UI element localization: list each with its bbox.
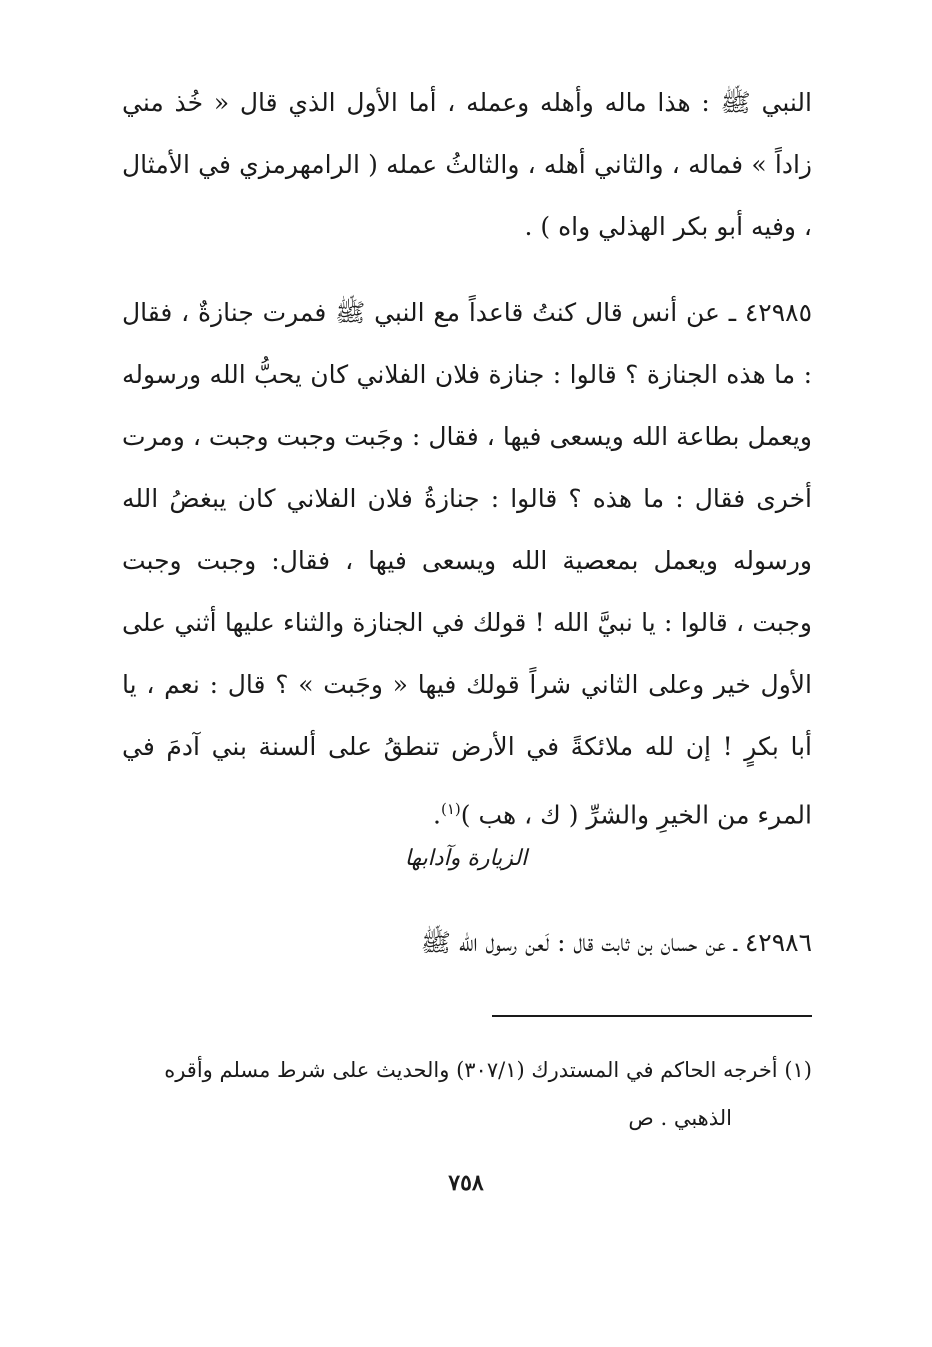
footnote-line-1: (١) أخرجه الحاكم في المستدرك (٣٠٧/١) والحديث على شرط مسلم وأقره bbox=[164, 1058, 812, 1082]
footnote-line-2: الذهبي . ص bbox=[628, 1106, 732, 1130]
paragraph-text: ٤٢٩٨٥ ـ عن أنس قال كنتُ قاعداً مع النبي ﷺ فمرت جنازةٌ ، فقال : ما هذه الجنازة ؟ قالوا : جنازة فلان الفلاني كان يحبُّ الله ورسوله ويعمل بطاعة الله ويسعى فيها ، فقال : وجَبت وجبت وجبت ، ومرت أخرى فقال : ما هذه ؟ قالوا : جنازةُ فلان الفلاني كان يبغضُ الله ورسوله ويعمل بمعصية الله ويسعى فيها ، فقال: وجبت وجبت وجبت ، قالوا : يا نبيَّ الله ! قولك في الجنازة والثناء عليها أثني على الأول خير وعلى الثاني شراً قولك فيها « وجَبت » ؟ قال : نعم ، يا أبا بكرٍ ! إن لله ملائكةً في الأرض تنطقُ على ألسنة بني آدمَ في المرء من الخيرِ والشرِّ ( ك ، هب ) bbox=[122, 298, 812, 830]
hadith-42985 bbox=[122, 282, 812, 846]
hadith-42986 bbox=[122, 912, 812, 974]
paragraph-end: . bbox=[433, 800, 441, 830]
footnote bbox=[122, 1046, 812, 1142]
paragraph-text: ٤٢٩٨٦ ـ عن حسان بن ثابت قال : لَعن رسول الله ﷺ bbox=[420, 928, 812, 957]
paragraph-continuation bbox=[122, 72, 812, 258]
footnote-ref: (١) bbox=[440, 800, 461, 818]
paragraph-text: النبي ﷺ : هذا ماله وأهله وعمله ، أما الأول الذي قال « خُذ مني زاداً » فماله ، والثاني أهله ، والثالثُ عمله ( الرامهرمزي في الأمثال ، وفيه أبو بكر الهذلي واه ) . bbox=[122, 88, 812, 241]
page-number: ٧٥٨ bbox=[448, 1170, 484, 1196]
section-heading: الزيارة وآدابها bbox=[404, 846, 528, 871]
footnote-divider bbox=[492, 1015, 812, 1017]
